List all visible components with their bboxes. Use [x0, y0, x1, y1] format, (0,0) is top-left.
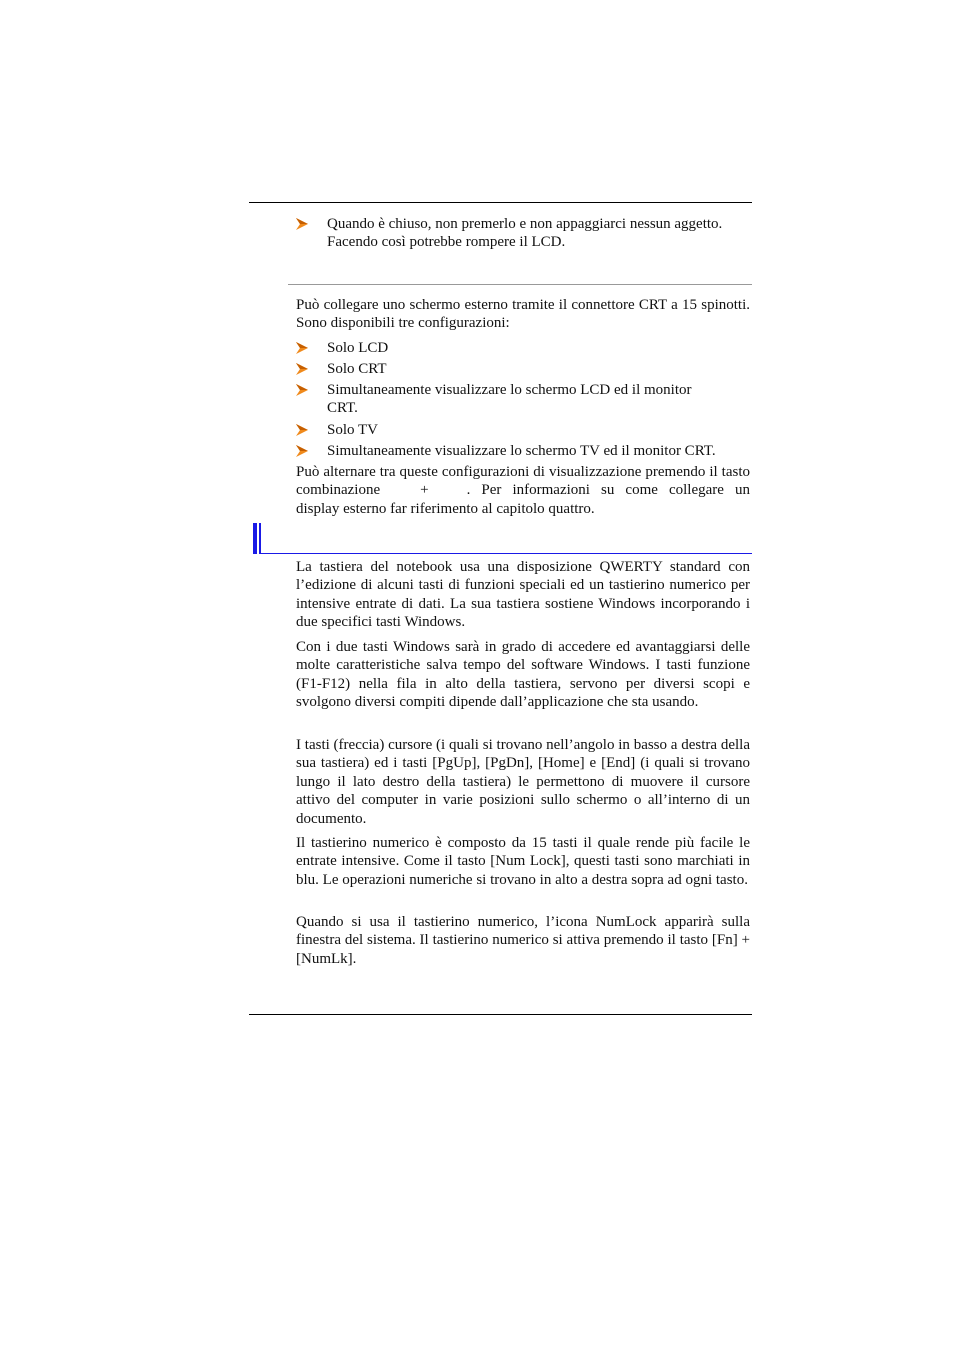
toggle-text-a: Può alternare tra queste configurazioni di visualizzazione premendo il tasto combinazione: [296, 464, 750, 499]
option-label: Solo LCD: [327, 340, 389, 356]
header-rule: [249, 202, 752, 203]
toggle-plus: +: [420, 482, 429, 499]
list-item: [295, 421, 755, 439]
section-heading-rule: [261, 553, 752, 554]
keyboard-paragraph: Quando si usa il tastierino numerico, l’icona NumLock apparirà sulla finestra del sistema. Il tastierino numerico si attiva premendo il tasto [Fn] + [NumLk].: [296, 914, 750, 967]
footer-rule: [249, 1014, 752, 1015]
keyboard-paragraph: La tastiera del notebook usa una disposizione QWERTY standard con l’edizione di alcuni tasti di funzioni speciali ed un tastierino numerico per intensive entrate di dati. La sua tastiera sostiene Windows incorporando i due specifici tasti Windows.: [296, 559, 750, 631]
orange-arrowhead-icon: [295, 362, 309, 376]
option-label: Solo TV: [327, 422, 378, 438]
keyboard-paragraph: I tasti (freccia) cursore (i quali si trovano nell’angolo in basso a destra della sua tastiera) ed i tasti [PgUp], [PgDn], [Home] e [End] (i quali si trovano lungo il lato destro della tastiera) le permettono di muovere il cursore attivo del computer in varie posizioni sullo schermo o all’interno di un documento.: [296, 737, 750, 827]
orange-arrowhead-icon: [295, 383, 309, 397]
orange-arrowhead-icon: [295, 423, 309, 437]
section-heading-marker: [253, 523, 259, 554]
lcd-note-text: Quando è chiuso, non premerlo e non appaggiarci nessun aggetto. Facendo così potrebbe rompere il LCD.: [327, 216, 723, 251]
orange-arrowhead-icon: [295, 444, 309, 458]
keyboard-paragraph: Con i due tasti Windows sarà in grado di accedere ed avantaggiarsi delle molte caratteristiche salva tempo del software Windows. I tasti funzione (F1-F12) nella fila in alto della tastiera, servono per diversi scopi e svolgono diversi compiti dipende dall’applicazione che sta usando.: [296, 639, 750, 711]
option-label: Simultaneamente visualizzare lo schermo TV ed il monitor CRT.: [327, 443, 716, 459]
external-display-intro: Può collegare uno schermo esterno tramite il connettore CRT a 15 spinotti. Sono disponibili tre configurazioni:: [296, 297, 750, 332]
keyboard-paragraph: Il tastierino numerico è composto da 15 tasti il quale rende più facile le entrate intensive. Come il tasto [Num Lock], questi tasti sono marchiati in blu. Le operazioni numeriche si trovano in alto a destra sopra ad ogni tasto.: [296, 835, 750, 888]
display-toggle-paragraph: [296, 463, 750, 518]
list-item: [295, 360, 755, 378]
option-label: Simultaneamente visualizzare lo schermo LCD ed il monitor CRT.: [327, 382, 692, 417]
list-item: [295, 381, 725, 418]
lcd-note-bullet: [295, 215, 755, 252]
list-item: [295, 339, 755, 357]
section-divider: [288, 284, 752, 285]
option-label: Solo CRT: [327, 361, 387, 377]
toggle-text-b: . Per informazioni su come collegare un display esterno far riferimento al capitolo quattro.: [296, 482, 750, 517]
orange-arrowhead-icon: [295, 217, 309, 231]
list-item: [295, 442, 755, 460]
orange-arrowhead-icon: [295, 341, 309, 355]
